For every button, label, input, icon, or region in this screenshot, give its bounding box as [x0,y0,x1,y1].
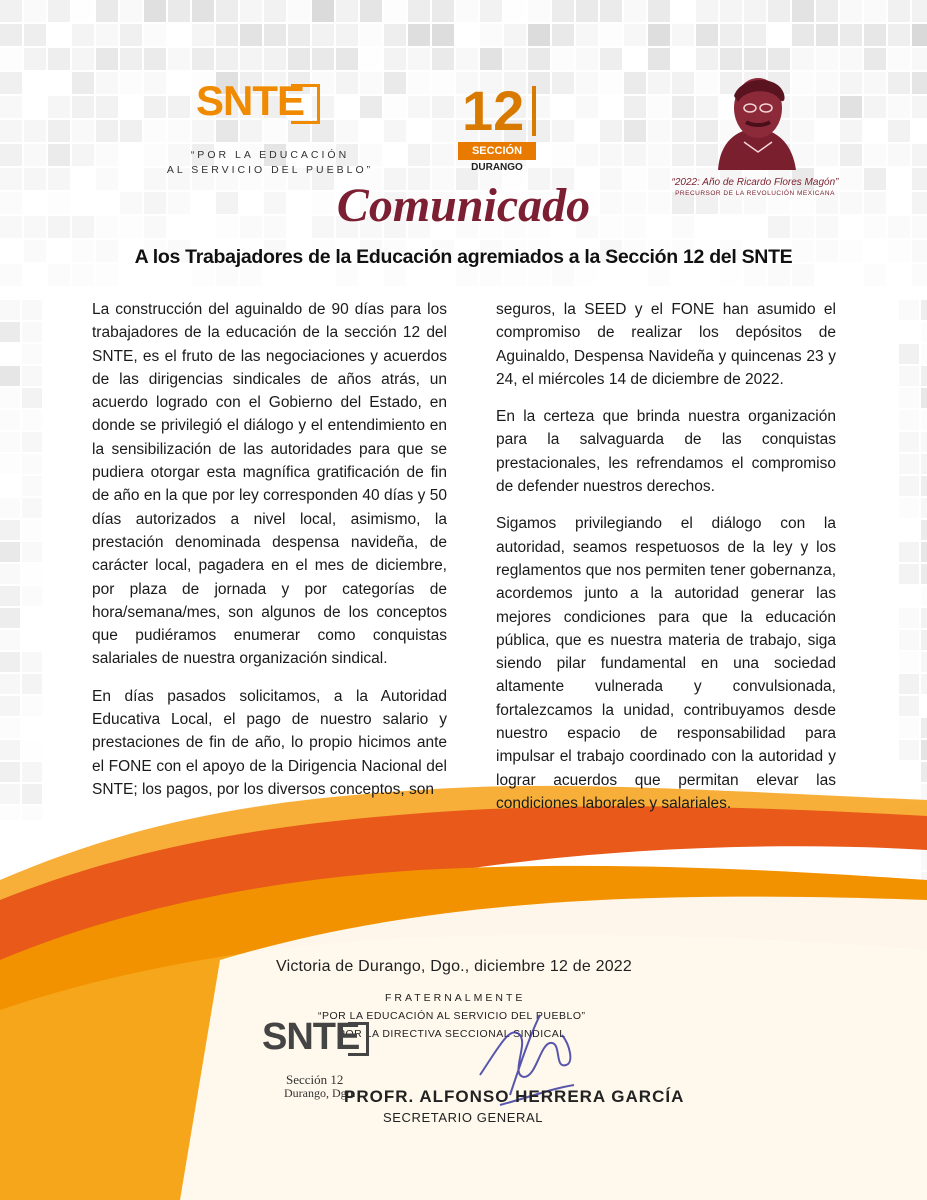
header-motto [160,148,380,178]
seal-logo-frame [348,1022,369,1056]
place-date: Victoria de Durango, Dgo., diciembre 12 de 2022 [276,958,632,975]
directiva-line: POR LA DIRECTIVA SECCIONAL SINDICAL [338,1028,566,1040]
snte-logo-frame [291,84,320,124]
document-title: Comunicado [336,179,591,232]
ricardo-flores-magon-portrait-icon [700,72,810,172]
footer-motto: “POR LA EDUCACIÓN AL SERVICIO DEL PUEBLO” [318,1010,586,1022]
snte-logo-text: SNTE [196,77,305,124]
header-motto-line1: “POR LA EDUCACIÓN [190,149,350,161]
section-12-logo [452,79,548,182]
closing-salutation: FRATERNALMENTE [385,992,526,1004]
body-paragraph: La construcción del aguinaldo de 90 días para los trabajadores de la educación de la sección 12 del SNTE, es el fruto de las negociaciones y acuerdos de las dirigencias sindicales de años atrás, un acuerdo logrado con el Gobierno del Estado, en donde se privilegió el diálogo y el entendimiento en la sensibilización de las autoridades para que se pudiera otorgar esta magnífica gratificación de fin de año en la que por ley corresponden 40 días y 50 días autorizados a nivel local, asimismo, la prestación denominada despensa navideña, de carácter local, pagadera en el mes de diciembre, por plaza de jornada y por categorías de hora/semana/mes, son algunos de los conceptos que pudiéramos enumerar como conquistas salariales de nuestra organización sindical. [92,301,447,668]
body-column-right [496,298,836,829]
header-motto-line2: AL SERVICIO DEL PUEBLO” [166,164,374,176]
signer-name: PROFR. ALFONSO HERRERA GARCÍA [344,1087,685,1106]
seal-section: Sección 12 [286,1072,344,1087]
section-logo-frame [532,86,536,136]
mosaic-side-left [0,300,45,820]
body-paragraph: seguros, la SEED y el FONE han asumido el compromiso de realizar los depósitos de Aguinaldo, Despensa Navideña y quincenas 23 y 24, el miércoles 14 de diciembre de 2022. [496,301,836,388]
seal-city: Durango, Dgo. [284,1086,356,1100]
body-paragraph: Sigamos privilegiando el diálogo con la autoridad, seamos respetuosos de la ley y los reglamentos que nos permiten tener gobernanza, acordemos junto a la autoridad generar las mejores condiciones para que la educación pública, que es nuestra materia de trabajo, siga siendo pilar fundamental en una sociedad altamente vulnerada y convulsionada, fortalezcamos la unidad, contribuyamos desde nuestro espacio de responsabilidad para impulsar el trabajo coordinado con la autoridad y lograr acuerdos que permitan elevar las condiciones laborales y salariales. [496,515,836,812]
snte-logo [196,76,346,146]
body-paragraph: En días pasados solicitamos, a la Autoridad Educativa Local, el pago de nuestro salario y prestaciones de fin de año, lo propio hicimos ante el FONE con el apoyo de la Dirigencia Nacional del SNTE; los pagos, por los diversos conceptos, son [92,687,447,798]
document-subtitle: A los Trabajadores de la Educación agremiados a la Sección 12 del SNTE [134,246,793,268]
signer-role: SECRETARIO GENERAL [383,1110,544,1125]
body-column-left [92,298,447,815]
year-title: “2022: Año de Ricardo Flores Magón” [671,177,839,188]
body-paragraph: En la certeza que brinda nuestra organización para la salvaguarda de las conquistas prestacionales, les refrendamos el compromiso de defender nuestros derechos. [496,408,836,496]
section-label: SECCIÓN [458,142,536,160]
section-city: DURANGO [471,162,523,173]
year-subtitle: PRECURSOR DE LA REVOLUCIÓN MEXICANA [675,190,835,197]
seal-logo-text: SNTE [262,1016,360,1058]
section-number: 12 [462,79,525,142]
